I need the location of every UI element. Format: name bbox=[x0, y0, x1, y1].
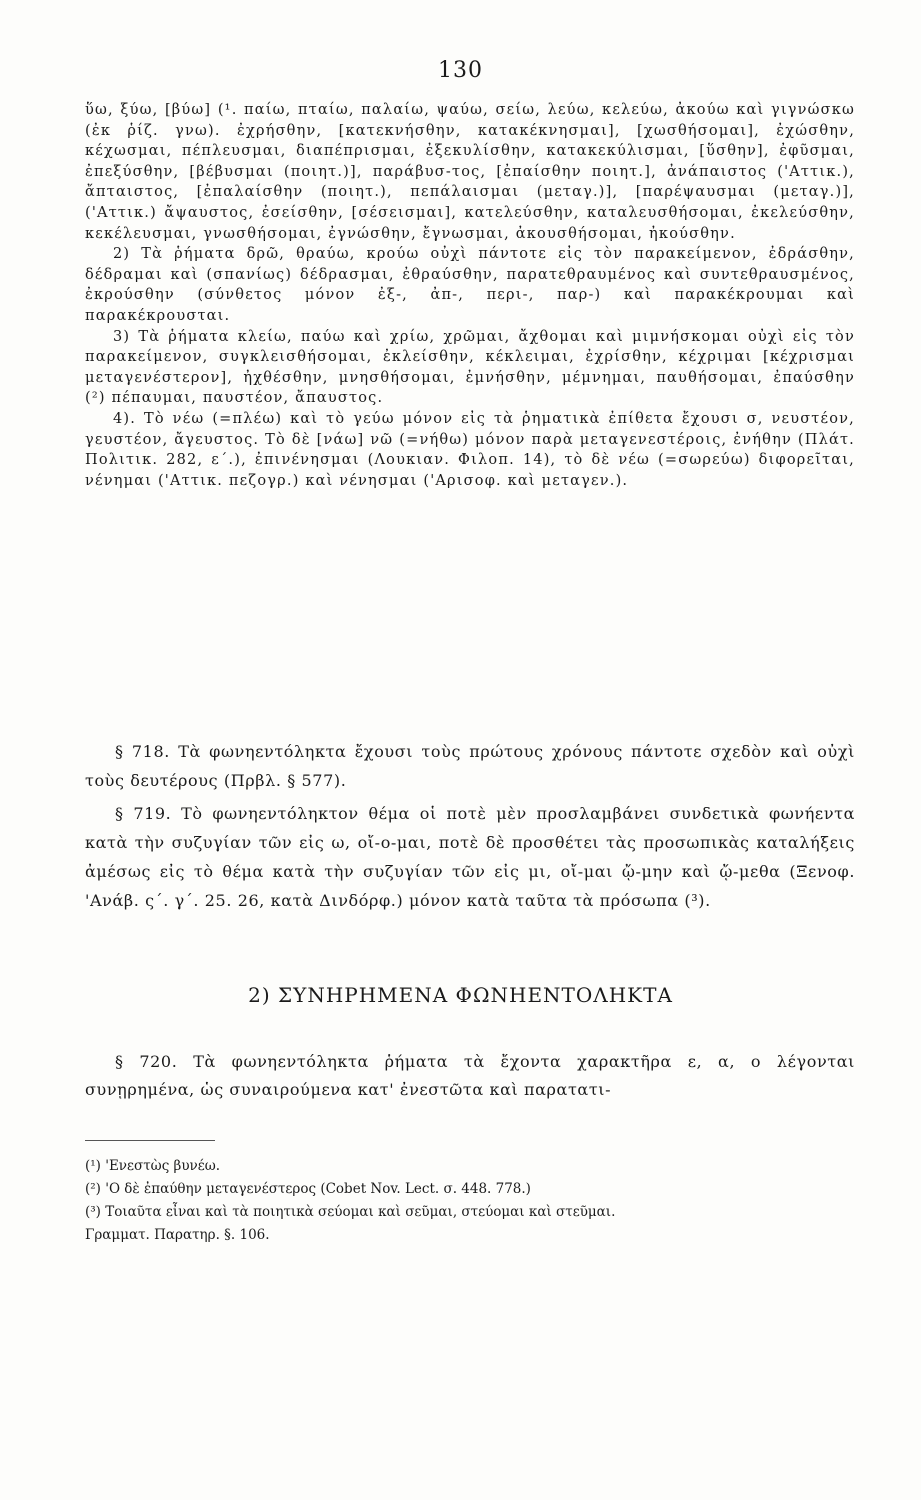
paragraph-verb-list: ὕω, ξύω, [βύω] (¹. παίω, πταίω, παλαίω, ψαύω, σείω, λεύω, κελεύω, ἀκούω καὶ γιγνώσκω (ἐκ ῥίζ. γνω). ἐχρήσθην, [κατεκνήσθην, κατακέκνησμαι], [χωσθήσομαι], ἐχώσθην, κέχωσμαι, πέπλευσμαι, διαπέπρισμαι, ἐξεκυλίσθην, κατακεκύλισμαι, [ὕσθην], ἐφῦσμαι, ἐπεξύσθην, [βέβυσμαι (ποιητ.)], παράβυσ-τος, [ἐπαίσθην ποιητ.], ἀνάπαιστος ('Αττικ.), ἄπταιστος, [ἐπαλαίσθην (ποιητ.), πεπάλαισμαι (μεταγ.)], [παρέψαυσμαι (μεταγ.)], ('Αττικ.) ἄψαυστος, ἐσείσθην, [σέσεισμαι], κατελεύσθην, καταλευσθήσομαι, ἐκελεύσθην, κεκέλευσμαι, γνωσθήσομαι, ἐγνώσθην, ἔγνωσμαι, ἀκουσθήσομαι, ἠκούσθην. bbox=[85, 102, 855, 242]
section-720-text: Τὰ φωνηεντόληκτα ῥήματα τὰ ἔχοντα χαρακτῆρα ε, α, ο λέγονται συνῃρημένα, ὡς συναιρούμενα κατ' ἐνεστῶτα καὶ παρατατι- bbox=[85, 1052, 856, 1099]
footnote-3: (³) Τοιαῦτα εἶναι καὶ τὰ ποιητικὰ σεύομαι καὶ σεῦμαι, στεύομαι καὶ στεῦμαι. bbox=[85, 1204, 616, 1220]
section-719-text: Τὸ φωνηεντόληκτον θέμα οἱ ποτὲ μὲν προσλαμβάνει συνδετικὰ φωνήεντα κατὰ τὴν συζυγίαν τῶν εἰς ω, οἴ-ο-μαι, ποτὲ δὲ προσθέτει τὰς προσωπικὰς καταλήξεις ἀμέσως εἰς τὸ θέμα κατὰ τὴν συζυγίαν τῶν εἰς μι, οἴ-μαι ᾤ-μην καὶ ᾤ-μεθα (Ξενοφ. 'Ανάβ. ς΄. γ΄. 25. 26, κατὰ Δινδόρφ.) μόνον κατὰ ταῦτα τὰ πρόσωπα (³). bbox=[85, 804, 856, 910]
section-718-text: Τὰ φωνηεντόληκτα ἔχουσι τοὺς πρώτους χρόνους πάντοτε σχεδὸν καὶ οὐχὶ τοὺς δευτέρους (Πρβλ. § 577). bbox=[85, 742, 856, 790]
sections-718-719 bbox=[85, 737, 855, 919]
footnote-divider bbox=[85, 1140, 215, 1141]
paragraph-4: 4). Τὸ νέω (=πλέω) καὶ τὸ γεύω μόνον εἰς τὰ ῥηματικὰ ἐπίθετα ἔχουσι σ, νευστέον, γευστέον, ἄγευστος. Τὸ δὲ [νάω] νῶ (=νήθω) μόνον παρὰ μεταγενεστέροις, ἐνήθην (Πλάτ. Πολιτικ. 282, ε΄.), ἐπινένησμαι (Λουκιαν. Φιλοπ. 14), τὸ δὲ νέω (=σωρεύω) διφορεῖται, νένημαι ('Αττικ. πεζογρ.) καὶ νένησμαι ('Αρισοφ. καὶ μεταγεν.). bbox=[85, 410, 855, 489]
footnote-3-continuation: Γραμματ. Παρατηρ. §. 106. bbox=[85, 1227, 270, 1243]
paragraph-3: 3) Τὰ ῥήματα κλείω, παύω καὶ χρίω, χρῶμαι, ἄχθομαι καὶ μιμνήσκομαι οὐχὶ εἰς τὸν παρακείμενον, συγκλεισθήσομαι, ἐκλείσθην, κέκλειμαι, ἐχρίσθην, κέχριμαι [κέχρισμαι μεταγενέστερον], ἠχθέσθην, μνησθήσομαι, ἐμνήσθην, μέμνημαι, παυθήσομαι, ἐπαύσθην (²) πέπαυμαι, παυστέον, ἄπαυστος. bbox=[85, 328, 855, 407]
section-719 bbox=[85, 799, 855, 915]
footnotes bbox=[85, 1155, 855, 1247]
main-body-text bbox=[85, 100, 855, 491]
section-720-number: § 720. bbox=[115, 1052, 178, 1071]
page-number: 130 bbox=[438, 58, 483, 83]
section-718 bbox=[85, 737, 855, 795]
section-718-number: § 718. bbox=[115, 742, 170, 761]
paragraph-2: 2) Τὰ ῥήματα δρῶ, θραύω, κρούω οὐχὶ πάντοτε εἰς τὸν παρακείμενον, ἐδράσθην, δέδραμαι καὶ (σπανίως) δέδρασμαι, ἐθραύσθην, παρατεθραυμένος καὶ συντεθραυσμένος, ἐκρούσθην (σύνθετος μόνον ἐξ-, ἀπ-, περι-, παρ-) καὶ παρακέκρουμαι καὶ παρακέκρουσται. bbox=[85, 246, 855, 324]
section-719-number: § 719. bbox=[115, 804, 172, 823]
section-720 bbox=[85, 1048, 855, 1104]
footnote-2: (²) 'Ο δὲ ἐπαύθην μεταγενέστερος (Cobet Nov. Lect. σ. 448. 778.) bbox=[85, 1181, 531, 1197]
section-heading: 2) ΣΥΝΗΡΗΜΕΝΑ ΦΩΝΗΕΝΤΟΛΗΚΤΑ bbox=[248, 983, 673, 1007]
footnote-1: (¹) 'Ενεστὼς βυνέω. bbox=[85, 1158, 221, 1174]
